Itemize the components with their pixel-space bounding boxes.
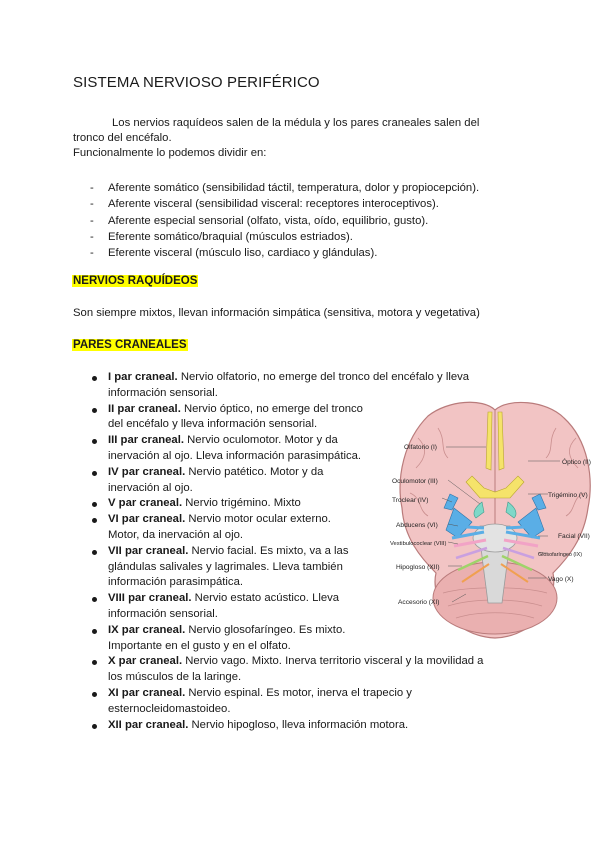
bullet-marker — [92, 629, 97, 634]
bullet-marker — [92, 471, 97, 476]
bullet-marker — [92, 660, 97, 665]
label-vestibulococlear: Vestibulococlear (VIII) — [390, 541, 447, 547]
bullet-marker — [92, 724, 97, 729]
list-item: II par craneal. Nervio óptico, no emerge del tronco del encéfalo y lleva información sensorial. — [90, 402, 520, 434]
bullet-marker — [92, 597, 97, 602]
list-item: IX par craneal. Nervio glosofaríngeo. Es mixto. Importante en el gusto y en el olfato. — [90, 623, 520, 655]
dash-marker: - — [90, 198, 94, 211]
label-olfatorio: Olfatorio (I) — [404, 444, 437, 451]
cranial-nerves-figure — [388, 398, 600, 648]
list-item: VI par craneal. Nervio motor ocular externo. Motor, da inervación al ojo. — [90, 512, 520, 544]
list-item: VIII par craneal. Nervio estato acústico. Lleva información sensorial. — [90, 591, 520, 623]
list-item: - Eferente visceral (músculo liso, cardiaco y glándulas). — [90, 247, 378, 260]
bullet-marker — [92, 408, 97, 413]
label-facial: Facial (VII) — [558, 533, 590, 540]
bullet-marker — [92, 518, 97, 523]
intro-line-2: tronco del encéfalo. — [73, 132, 172, 144]
intro-line-3: Funcionalmente lo podemos dividir en: — [73, 147, 267, 159]
section-raquideos-text: Son siempre mixtos, llevan información simpática (sensitiva, motora y vegetativa) — [73, 307, 480, 319]
list-item: - Aferente somático (sensibilidad táctil, temperatura, dolor y propiocepción). — [90, 182, 480, 194]
label-vago: Vago (X) — [548, 576, 574, 583]
label-trigemino: Trigémino (V) — [548, 492, 588, 499]
page-title: SISTEMA NERVIOSO PERIFÉRICO — [73, 74, 320, 91]
list-item: XII par craneal. Nervio hipogloso, lleva información motora. — [90, 718, 520, 734]
dash-marker: - — [90, 214, 94, 227]
section-heading-raquideos: NERVIOS RAQUÍDEOS — [73, 275, 198, 287]
bullet-marker — [92, 439, 97, 444]
list-item: VII par craneal. Nervio facial. Es mixto, va a las glándulas salivales y lagrimales. Lleva también información parasimpática. — [90, 544, 520, 591]
label-oculomotor: Oculomotor (III) — [392, 478, 438, 485]
bullet-marker — [92, 550, 97, 555]
dash-marker: - — [90, 247, 94, 260]
functional-division-list — [90, 180, 479, 261]
list-item: - Aferente especial sensorial (olfato, vista, oído, equilibrio, gusto). — [90, 214, 429, 227]
list-item: - Eferente somático/braquial (músculos estriados). — [90, 230, 353, 243]
bullet-marker — [92, 692, 97, 697]
intro-line-1: Los nervios raquídeos salen de la médula y los pares craneales salen del — [112, 117, 480, 129]
list-item: III par craneal. Nervio oculomotor. Motor y da inervación al ojo. Lleva información parasimpática. — [90, 433, 520, 465]
list-item: - Aferente visceral (sensibilidad visceral: receptores interoceptivos). — [90, 198, 439, 211]
list-item: IV par craneal. Nervio patético. Motor y da inervación al ojo. — [90, 465, 520, 497]
label-glosofaringeo: Glosofaríngeo (IX) — [538, 552, 583, 558]
bullet-marker — [92, 502, 97, 507]
dash-marker: - — [90, 230, 94, 243]
label-abducens: Abducens (VI) — [396, 522, 438, 529]
label-hipogloso: Hipogloso (XII) — [396, 564, 440, 571]
section-heading-pares: PARES CRANEALES — [73, 339, 187, 351]
label-troclear: Troclear (IV) — [392, 497, 429, 504]
list-item: X par craneal. Nervio vago. Mixto. Inerva territorio visceral y la movilidad a los músculos de la laringe. — [90, 654, 520, 686]
list-item: V par craneal. Nervio trigémino. Mixto — [90, 496, 520, 512]
list-item: I par craneal. Nervio olfatorio, no emerge del tronco del encéfalo y lleva información sensorial. — [90, 370, 520, 402]
label-accesorio: Accesorio (XI) — [398, 599, 440, 606]
dash-marker: - — [90, 182, 94, 194]
bullet-marker — [92, 376, 97, 381]
list-item: XI par craneal. Nervio espinal. Es motor, inerva el trapecio y esternocleidomastoideo. — [90, 686, 520, 718]
label-optico: Óptico (II) — [562, 459, 591, 466]
